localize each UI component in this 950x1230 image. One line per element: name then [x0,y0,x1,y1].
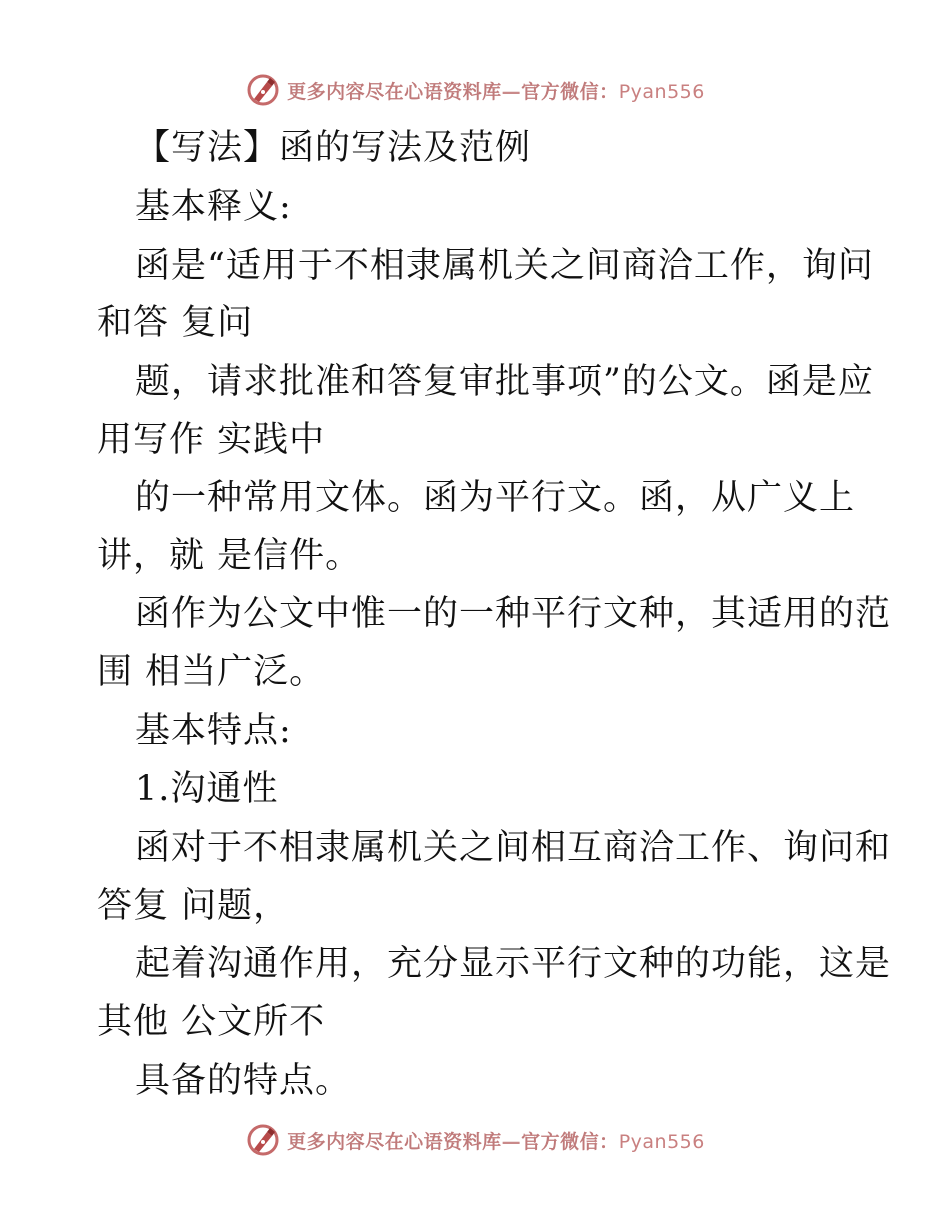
paragraph-line: 围 相当广泛。 [97,652,326,692]
banner-wechat-handle: Pyan556 [618,80,705,103]
section-heading-features: 基本特点: [135,711,292,751]
paragraph-line: 的一种常用文体。函为平行文。函，从广义上 [135,478,856,518]
banner-text [287,1127,705,1154]
banner-title: 更多内容尽在心语资料库 [287,80,502,103]
paragraph-line: 起着沟通作用，充分显示平行文种的功能，这是 [135,944,892,984]
banner-official-label: 官方微信： [521,80,619,103]
banner-separator: — [501,1130,522,1153]
section-heading-definition: 基本释义: [135,187,292,227]
paragraph-line: 其他 公文所不 [97,1002,326,1042]
header-banner [0,70,950,110]
paragraph-line: 讲，就 是信件。 [97,536,362,576]
paragraph-line: 函是“适用于不相隶属机关之间商洽工作，询问 [135,246,874,286]
pen-nib-logo-icon [245,72,281,108]
paragraph-line: 函作为公文中惟一的一种平行文种，其适用的范 [135,594,892,634]
banner-separator: — [501,80,522,103]
banner-official-label: 官方微信： [521,1130,619,1153]
pen-nib-logo-icon [245,1122,281,1158]
banner-wechat-handle: Pyan556 [618,1130,705,1153]
paragraph-line: 和答 复问 [97,303,254,343]
paragraph-line: 函对于不相隶属机关之间相互商洽工作、询问和 [135,828,892,868]
paragraph-line: 具备的特点。 [135,1061,352,1101]
paragraph-line: 题，请求批准和答复审批事项”的公文。函是应 [135,362,874,402]
paragraph-line: 用写作 实践中 [97,420,326,460]
footer-banner [0,1120,950,1160]
document-title: 【写法】函的写法及范例 [135,128,532,168]
banner-title: 更多内容尽在心语资料库 [287,1130,502,1153]
list-item-heading: 1.沟通性 [135,769,279,809]
banner-text [287,77,705,104]
paragraph-line: 答复 问题， [97,886,290,926]
